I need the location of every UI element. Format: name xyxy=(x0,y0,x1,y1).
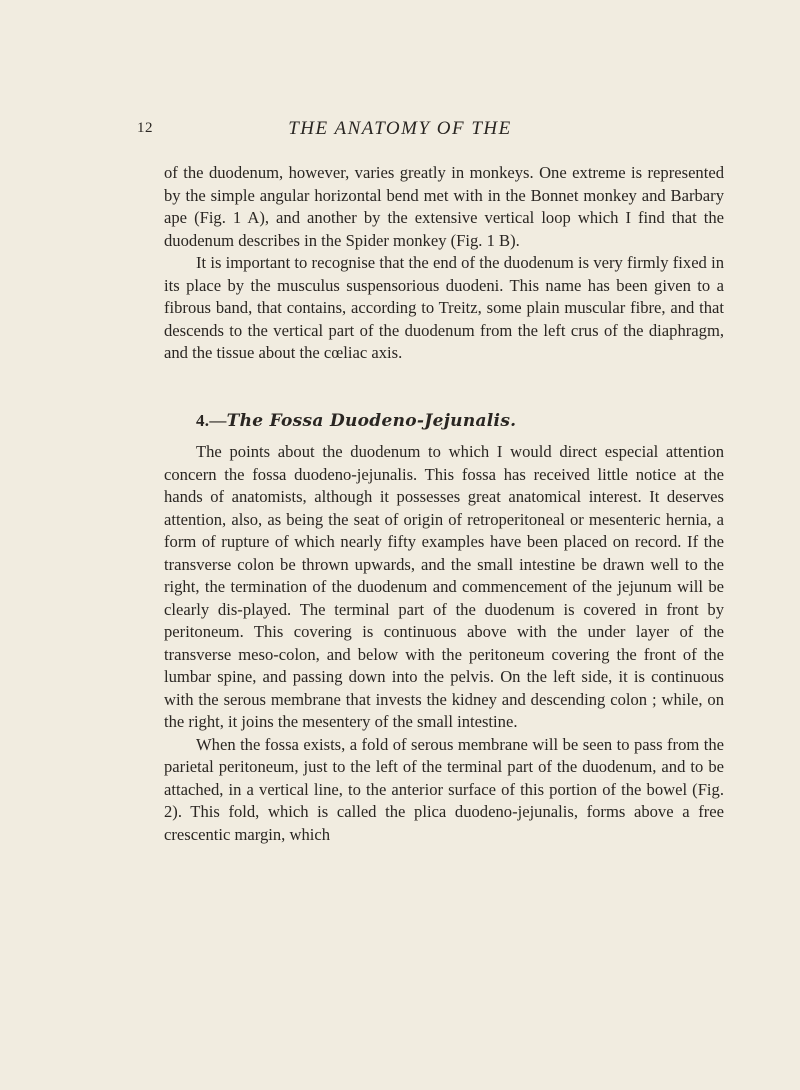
section-heading xyxy=(164,410,724,433)
running-head xyxy=(0,118,800,148)
running-title: THE ANATOMY OF THE xyxy=(288,118,512,139)
paragraph-continuation: of the duodenum, however, varies greatly in monkeys. One extreme is represented by the simple angular horizontal bend met with in the Bonnet monkey and Barbary ape (Fig. 1 A), and another by the extensive vertical loop which I find that the duodenum describes in the Spider monkey (Fig. 1 B). xyxy=(164,163,724,250)
page-number: 12 xyxy=(137,120,153,136)
paragraph-fossa-points: The points about the duodenum to which I would direct especial attention concern the fossa duodeno-jejunalis. This fossa has received little notice at the hands of anatomists, although it possesses great anatomical interest. It deserves attention, also, as being the seat of origin of retroperitoneal or mesenteric hernia, a form of rupture of which nearly fifty examples have been placed on record. If the transverse colon be thrown upwards, and the small intestine be drawn well to the right, the termination of the duodenum and commencement of the jejunum will be clearly dis-played. The terminal part of the duodenum is covered in front by peritoneum. This covering is continuous above with the under layer of the transverse meso-colon, and below with the peritoneum covering the front of the lumbar spine, and passing down into the pelvis. On the left side, it is continuous with the serous membrane that invests the kidney and descending colon ; while, on the right, it joins the mesentery of the small intestine. xyxy=(164,442,724,731)
section-number: 4.— xyxy=(196,410,227,430)
section-title: The Fossa Duodeno-Jejunalis. xyxy=(226,410,517,431)
paragraph-fossa-fold: When the fossa exists, a fold of serous membrane will be seen to pass from the parietal peritoneum, just to the left of the terminal part of the duodenum, and to be attached, in a vertical line, to the anterior surface of this portion of the bowel (Fig. 2). This fold, which is called the plica duodeno-jejunalis, forms above a free crescentic margin, which xyxy=(164,734,724,844)
paragraph-suspensorius: It is important to recognise that the end of the duodenum is very firmly fixed in its place by the musculus suspensorious duodeni. This name has been given to a fibrous band, that contains, according to Treitz, some plain muscular fibre, and that descends to the vertical part of the duodenum from the left crus of the diaphragm, and the tissue about the cœliac axis. xyxy=(164,253,724,362)
body-text xyxy=(164,162,724,846)
